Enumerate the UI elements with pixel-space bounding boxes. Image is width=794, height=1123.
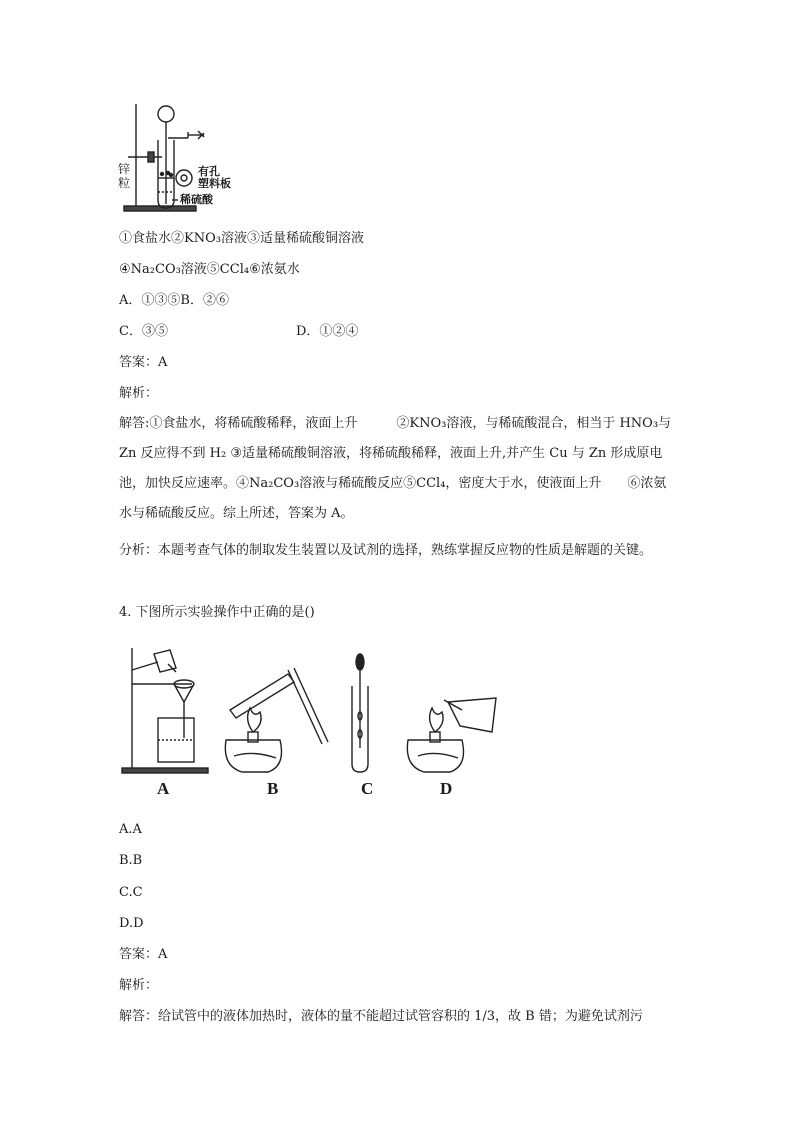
label-board-2: 塑料板	[198, 177, 231, 190]
q4-option-d: D.D	[119, 916, 144, 931]
label-board-1: 有孔	[198, 165, 220, 178]
q3-choice-ab: A．①③⑤B．②⑥	[119, 293, 229, 308]
q3-options-line1: ①食盐水②KNO₃溶液③适量稀硫酸铜溶液	[119, 231, 364, 246]
q3-choice-d: D．①②④	[296, 324, 359, 339]
apparatus-figure-1	[118, 100, 248, 218]
fig-label-d: D	[440, 779, 453, 798]
q4-option-b: B.B	[119, 853, 143, 868]
q4-answer: 答案：A	[119, 947, 168, 962]
q3-choice-c: C．③⑤	[119, 324, 168, 339]
q3-analysis-label: 解析：	[119, 386, 159, 401]
experiment-figure-2	[118, 640, 508, 780]
fig-label-b: B	[267, 779, 279, 798]
q3-options-line2: ④Na₂CO₃溶液⑤CCl₄⑥浓氨水	[119, 262, 300, 277]
q3-solution: 解答:①食盐水，将稀硫酸稀释，液面上升 ②KNO₃溶液，与稀硫酸混合，相当于 HNO₃与 Zn 反应得不到 H₂ ③适量稀硫酸铜溶液，将稀硫酸稀释，液面上升,并产生 Cu 与 Zn 形成原电池，加快反应速率。④Na₂CO₃溶液与稀硫酸反应⑤CCl₄，密度大于水，使液面上升 ⑥浓氨水与稀硫酸反应。综上所述，答案为 A。	[119, 416, 672, 521]
q4-option-c: C.C	[119, 885, 143, 900]
q4-question: 4. 下图所示实验操作中正确的是()	[119, 605, 315, 620]
fig-label-a: A	[157, 779, 170, 798]
fig-label-c: C	[361, 779, 374, 798]
label-acid: 稀硫酸	[180, 193, 213, 206]
q4-solution-start: 解答：给试管中的液体加热时，液体的量不能超过试管容积的 1/3，故 B 错；为避免试剂污	[119, 1009, 643, 1024]
q4-analysis-label: 解析：	[119, 978, 159, 993]
q4-option-a: A.A	[119, 822, 142, 837]
q3-comment: 分析：本题考查气体的制取发生装置以及试剂的选择，熟练掌握反应物的性质是解题的关键。	[119, 543, 653, 558]
label-zinc: 锌粒	[118, 162, 131, 190]
q3-answer: 答案：A	[119, 355, 168, 370]
